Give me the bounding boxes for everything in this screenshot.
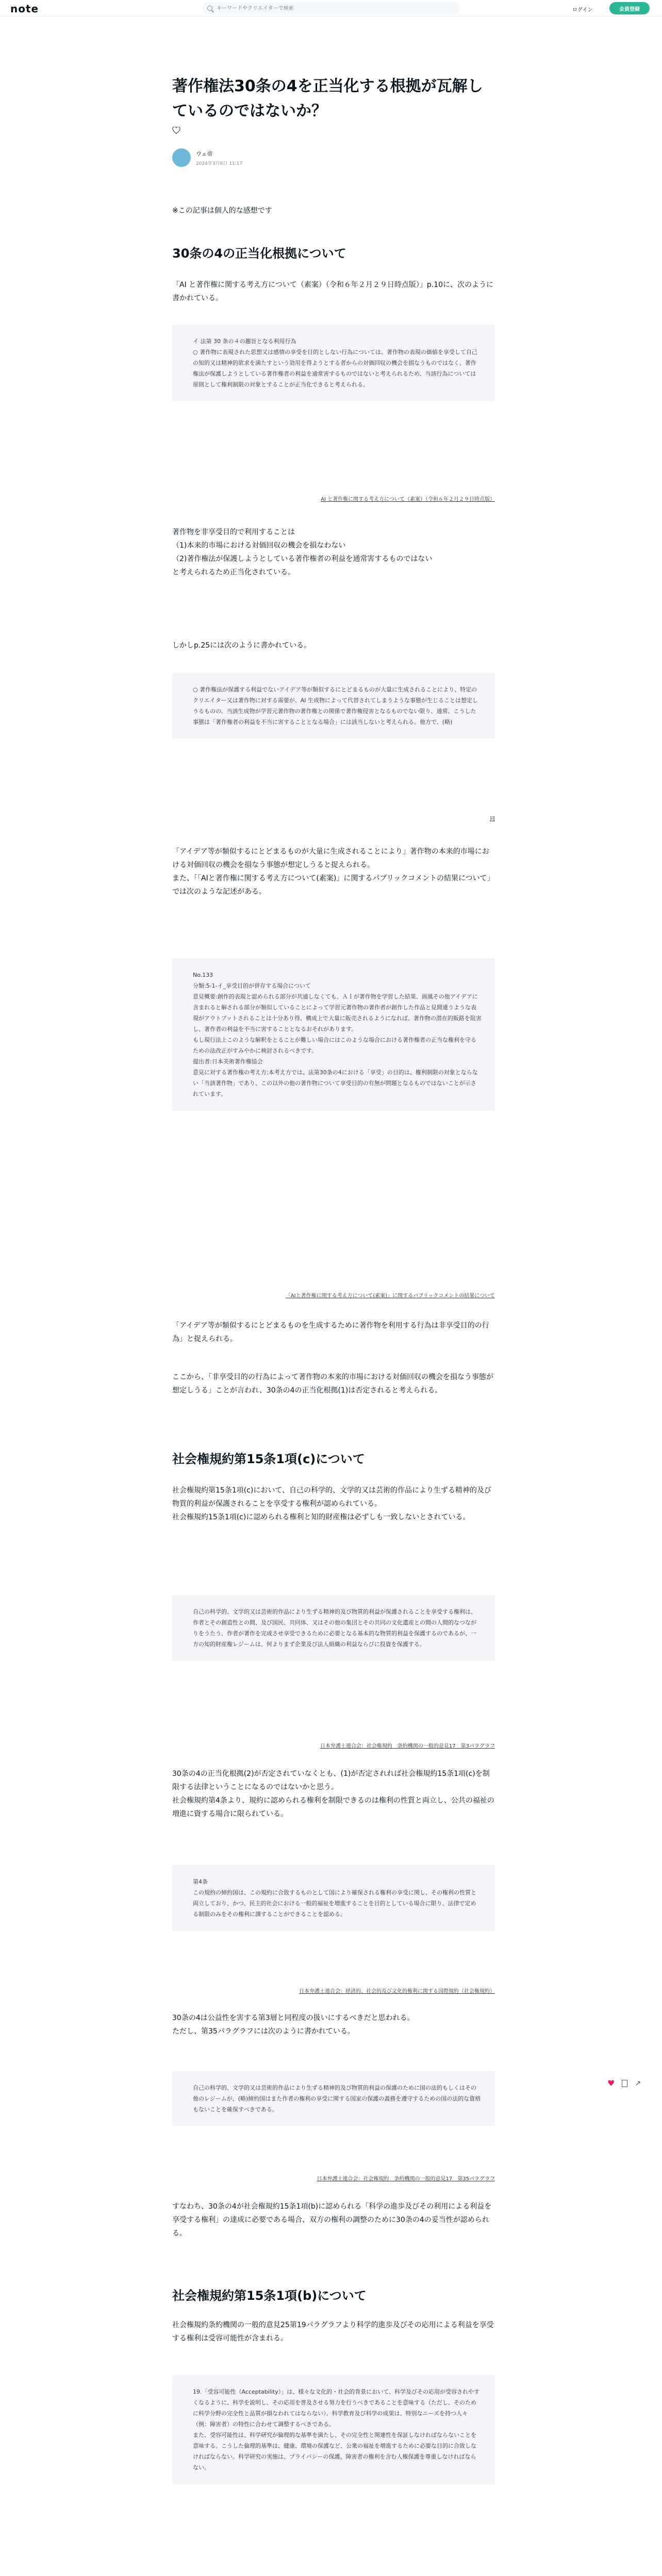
- citation-link[interactable]: 日本弁護士連合会：経済的、社会的及び文化的権利に関する国際規約（社会権規約）: [299, 1989, 495, 1994]
- paragraph: 「AI と著作権に関する考え方について（素案）（令和６年２月２９日時点版）」p.10に、次のように書かれている。: [172, 281, 494, 302]
- paragraph: ※この記事は個人的な感想です: [172, 207, 272, 215]
- citation-link[interactable]: 「AIと著作権に関する考え方について(素案)」に関するパブリックコメントの結果について: [285, 1293, 495, 1299]
- login-button[interactable]: ログイン: [572, 7, 593, 13]
- paragraph: 社会権規約条約機関の一般的意見25第19パラグラフより科学的進歩及びその応用による利益を享受する権利は受容可能性が含まれる。: [172, 2321, 494, 2343]
- search-input[interactable]: [217, 6, 443, 11]
- heart-icon[interactable]: ♥: [607, 2078, 615, 2088]
- blockquote: 自己の科学的、文学的又は芸術的作品により生ずる精神的及び物質的利益が保護されることを享受する権利は、作者とその創造性との間、及び国民、共同体、又はその他の集団とその共同の文化遺産との間の人間的なつながりをうたう、作者が著作を完成させ享受できるために必要となる基本的な物質的利益を保護するのであるが、一方の知的財産権レジームは、何よりまず企業及び法人組織の利益ならびに投資を保護する。: [172, 1595, 495, 1661]
- citation-link[interactable]: 日本弁護士連合会：社会権規約 条約機関の一般的意見17 第35パラグラフ: [317, 2176, 495, 2182]
- search-bar[interactable]: [202, 2, 460, 14]
- heading: 社会権規約第15条1項(c)について: [172, 1452, 365, 1466]
- blockquote: 第4条 この規約の締約国は、この規約に合致するものとして国により確保される権利の享受に関し、その権利の性質と両立しており、かつ、民主的社会における一般的福祉を増進することを目的としている場合に限り、法律で定める制限のみをその権利に課することができることを認める。: [172, 1865, 495, 1931]
- article-title: 著作権法30条の4を正当化する根拠が瓦解しているのではないか？: [172, 77, 483, 120]
- paragraph: 「アイデア等が類似するにとどまるものが大量に生成されることにより」著作物の本来的市場における対価回収の機会を損なう事態が想定しうると捉えられる。 また、「「AIと著作権に関する考え方について(素案)」に関するパブリックコメントの結果について」では次のような記述がある。: [172, 848, 494, 896]
- author-block[interactable]: [172, 148, 242, 167]
- publish-date: 2024年3月6日 11:17: [196, 161, 243, 166]
- signup-button[interactable]: 会員登録: [609, 2, 650, 14]
- blockquote: ○ 著作権法が保護する利益でないアイデア等が類似するにとどまるものが大量に生成されることにより、特定のクリエイター又は著作物に対する需要が、AI 生成物によって代替されてしまうような事態が生じることは想定しうるものの、当該生成物が学習元著作物の著作権との関係で著作権侵害となるものでない限り、通常、こうした事態は「著作権者の利益を不当に害することとなる場合」には該当しないと考えられる。他方で、(略): [172, 673, 495, 739]
- search-icon: [207, 6, 212, 11]
- side-actions: [607, 2078, 641, 2088]
- paragraph: 著作物を非享受目的で利用することは （1)本来的市場における対価回収の機会を損なわない （2)著作権法が保護しようとしている著作権者の利益を通常害するものではない と考えられるため正当化されている。: [172, 528, 433, 577]
- paragraph: 30条の4の正当化根拠(2)が否定されていなくとも、(1)が否定されれば社会権規約15条1項(c)を制限する法律ということになるのではないかと思う。 社会権規約第4条より、規約に認められる権利を制限できるのは権利の性質と両立し、公共の福祉の増進に資する場合に限られている。: [172, 1770, 494, 1818]
- like-heart-icon[interactable]: [172, 127, 180, 134]
- paragraph: しかしp.25には次のように書かれている。: [172, 641, 311, 650]
- citation-link[interactable]: AI と著作権に関する考え方について（素案）（令和６年２月２９日時点版）: [321, 497, 495, 502]
- note-logo[interactable]: note: [10, 3, 39, 15]
- avatar[interactable]: [172, 148, 191, 167]
- blockquote: イ 法第 30 条の４の趣旨となる利用行為 ○ 著作物に表現された思想又は感情の享受を目的としない行為については、著作物の表現の価値を享受して自己の知的又は精神的欲求を満たすという効用を得ようとする者からの対価回収の機会を損なうものではなく、著作権法が保護しようとしている著作権者の利益を通常害するものではないと考えられるため、当該行為については原則として権利制限の対象とすることが正当化できると考えられる。: [172, 325, 495, 401]
- blockquote: 自己の科学的、文学的又は芸術的作品により生ずる精神的及び物質的利益の保護のために国の法的もしくはその他のレジームが、(略)締約国はまた作者の権利の享受に関する国家の保護の義務を遵守するための国の法的な資格もないことを確保すべきである。: [172, 2071, 495, 2126]
- share-icon[interactable]: ↗: [635, 2079, 641, 2088]
- paragraph: ここから、「非享受目的の行為によって著作物の本来的市場における対価回収の機会を損なう事態が想定しうる」ことが言われ、30条の4の正当化根拠(1)は否定されると考えられる。: [172, 1373, 493, 1395]
- blockquote: 19.「受容可能性（Acceptability）」は、様々な文化的・社会的背景において、科学及びその応用が受容されやすくなるように、科学を説明し、その応用を普及させる努力を行うべきであることを意味する（ただし、そのために科学分野の完全性と品質が損なわれてはならない）。科学教育及び科学の成果は、特別なニーズを持つ人々（例：障害者）の特性に合わせて調整するべきである。 また、受容可能性は、科学研究が倫理的な基準を満たし、その完全性と関連性を保証しなければならないことを意味する。こうした倫理的基準は、健康、環境の保護など、公衆の福祉を増進するために必要な目的に合致しなければならない。科学研究の実施は、プライバシーの保護、障害者の権利を含む人権保護を尊重しなければならない。: [172, 2375, 495, 2484]
- paragraph: 社会権規約第15条1項(c)において、自己の科学的、文学的又は芸術的作品により生ずる精神的及び物質的利益が保護されることを享受する権利が認められている。 社会権規約15条1項(c)に認められる権利と知的財産権は必ずしも一致しないとされている。: [172, 1486, 492, 1521]
- paragraph: 30条の4は公益性を害する第3層と同程度の扱いにするべきだと思われる。 ただし、第35パラグラフには次のように書かれている。: [172, 2014, 415, 2036]
- blockquote: No.133 分類:5-1-イ_享受目的が併存する場合について 意見概要:創作的表現と認められる部分が共通しなくても、ＡＩが著作物を学習した結果、画風その他アイデアに含まれると解される部分が類似していることによって学習元著作物の著作者が創作した作品と見間違うような表現がアウトプットされることは十分あり得、構成上で大量に販売されるようになれば、著作物の潜在的販路を阻害し、著作者の利益を不当に害することとなるおそれがあります。 もし現行法上このような解釈をとることが難しい場合にはこのような場合における著作権者の正当な権利を守るための法改正がすみやかに検討されるべきです。 提出者:日本美術著作権協会 意見に対する著作権の考え方:本考え方では、法第30条の4における「享受」の目的は、権利制限の対象とならない「当該著作物」であり、この以外の他の著作物について享受目的の有無が問題となるものではないことが示されています。: [172, 958, 495, 1111]
- paragraph: すなわち、30条の4が社会権規約15条1項(b)に認められる「科学の進歩及びその利用による利益を享受する権利」の達成に必要である場合、双方の権利の調整のために30条の4の妥当性が認められる。: [172, 2202, 492, 2238]
- author-name[interactable]: ウェ帝: [196, 150, 213, 157]
- heading: 社会権規約第15条1項(b)について: [172, 2289, 367, 2303]
- bookmark-icon[interactable]: [622, 2080, 627, 2087]
- citation-link[interactable]: 日本弁護士連合会：社会権規約 条約機関の一般的意見17 第3パラグラフ: [320, 1743, 495, 1749]
- header: [0, 0, 662, 16]
- heading: 30条の4の正当化根拠について: [172, 246, 346, 261]
- paragraph: 「アイデア等が類似するにとどまるものを生成するために著作物を利用する行為は非享受目的の行為」と捉えられる。: [172, 1321, 489, 1343]
- citation-link[interactable]: 同: [490, 816, 495, 822]
